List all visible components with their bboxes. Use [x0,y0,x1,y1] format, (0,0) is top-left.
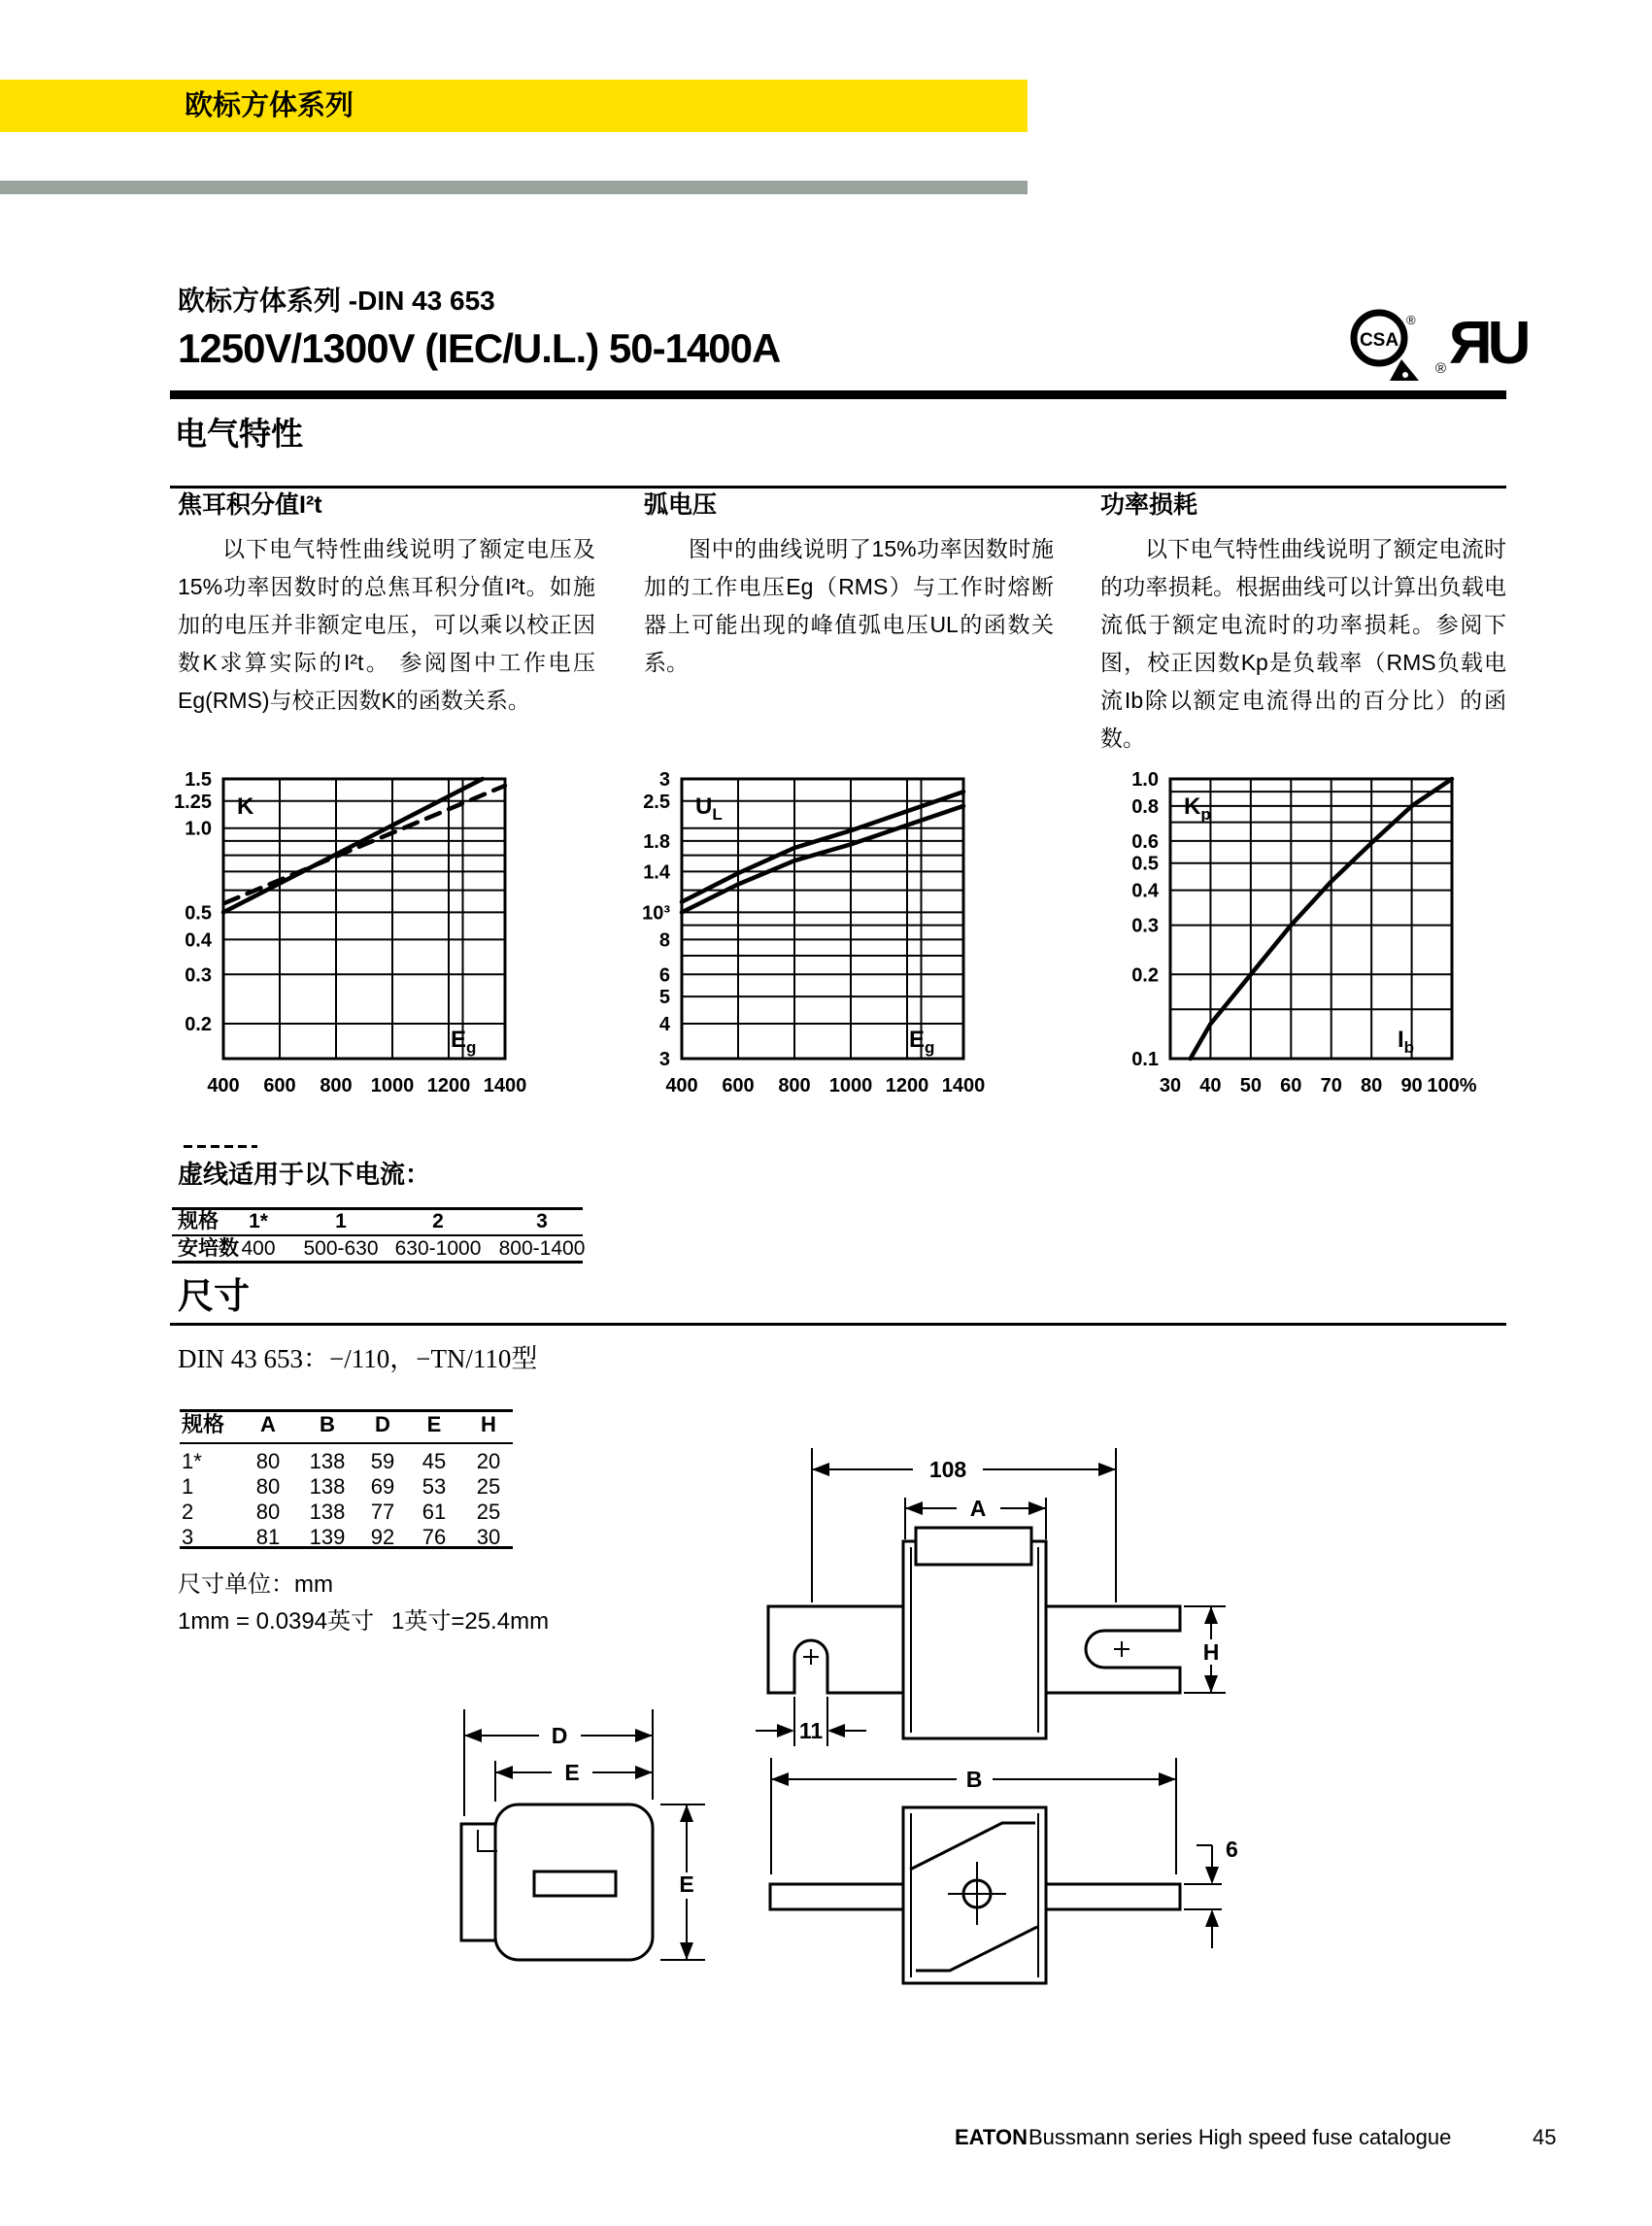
x-tick-label: 60 [1280,1075,1302,1096]
x-axis-label: $I_b$ [1398,1027,1415,1057]
y-tick-label: 0.5 [185,902,212,925]
dim-label-e-top: E [564,1760,580,1785]
top-view-drawing [770,1758,1238,1983]
end-view-drawing [461,1709,705,1960]
series-subtitle: 欧标方体系列 -DIN 43 653 [178,286,495,316]
front-view-drawing [756,1448,1226,1746]
dim-table-header: D [375,1412,390,1436]
ul-logo [1435,299,1533,383]
dim-table-cell: 20 [476,1449,501,1473]
amp-table-rule-bottom [172,1261,583,1264]
dim-table-cell: 45 [421,1449,447,1473]
dashed-line-sample [184,1145,257,1148]
left-blade-top [770,1884,903,1909]
x-tick-label: 1400 [483,1075,527,1096]
slot-center-mark [803,1649,819,1665]
dim-table-header: 规格 [182,1412,225,1436]
amp-row1-label: 规格 [178,1210,219,1232]
amp-table-rule-top [172,1207,583,1210]
amp-value: 630-1000 [394,1237,482,1260]
column-power-loss [1100,486,1506,758]
dim-table-cell: 76 [421,1525,447,1549]
y-axis-label: K [237,793,254,820]
csa-logo [1350,307,1430,387]
slot-center-mark [1114,1641,1129,1657]
amp-value: 800-1400 [498,1237,586,1260]
gray-divider-band [0,181,1028,194]
dim-table-cell: 61 [421,1500,447,1524]
y-tick-label: 0.1 [1131,1049,1159,1070]
csa-text: CSA [1359,330,1399,351]
y-tick-label: 1.5 [185,769,212,791]
yellow-series-band [0,80,1028,132]
y-tick-label: 1.25 [174,791,212,813]
fuse-body-end [495,1804,653,1960]
y-tick-label: 0.5 [1131,853,1159,875]
title-rule [170,390,1506,399]
x-tick-label: 400 [207,1075,240,1096]
plot-frame [1170,779,1452,1059]
dim-table-cell: 3 [182,1525,194,1549]
x-tick-label: 400 [665,1075,698,1096]
y-tick-label: 0.2 [1131,964,1159,987]
y-tick-label: 0.4 [185,929,212,952]
dim-table-header: E [426,1412,442,1436]
dim-table-header: A [260,1412,276,1436]
page-title: 1250V/1300V (IEC/U.L.) 50-1400A [178,325,781,371]
amp-table-rule-mid [172,1234,583,1236]
right-blade [1046,1606,1180,1693]
y-tick-label: 2.5 [643,791,670,813]
y-tick-label: 0.8 [1131,795,1159,818]
dim-table-cell: 138 [309,1500,346,1524]
din-type-line: DIN 43 653：−/110，−TN/110型 [178,1344,538,1373]
dim-table-cell: 2 [182,1500,194,1524]
y-tick-label: 1.8 [643,830,670,853]
fuse-cap [916,1528,1031,1565]
x-tick-label: 80 [1361,1075,1383,1096]
dim-table-cell: 1* [182,1449,202,1473]
dashed-note-label: 虚线适用于以下电流： [178,1160,431,1189]
chart-power-loss-kp [1083,765,1500,1105]
dim-table-cell: 92 [370,1525,395,1549]
y-axis-label: $K_p$ [1184,793,1211,824]
dimensions-rule [170,1323,1506,1326]
x-tick-label: 1000 [828,1075,873,1096]
column-heading: 弧电压 [644,491,718,519]
y-tick-label: 5 [658,987,670,1009]
y-tick-label: 0.3 [1131,915,1159,937]
chart-k-correction [136,765,554,1105]
registered-icon: ® [1435,360,1447,377]
amp-size: 1* [249,1210,268,1232]
x-tick-label: 800 [320,1075,353,1096]
column-heading: 功率损耗 [1100,491,1198,519]
x-tick-label: 50 [1239,1075,1262,1096]
conversion-note-inch: 1英寸=25.4mm [391,1608,550,1635]
y-tick-label: 8 [658,929,670,952]
dim-table-cell: 25 [476,1474,501,1499]
x-tick-label: 1000 [370,1075,415,1096]
amp-value: 400 [241,1237,276,1260]
y-axis-label: $U_L$ [695,793,723,824]
x-axis-label: $E_g$ [909,1027,935,1057]
footer-brand: EATON [955,2125,1028,2149]
dim-table-cell: 138 [309,1474,346,1499]
fuse-body-front [903,1541,1046,1738]
dim-table-cell: 80 [255,1500,281,1524]
y-tick-label: 1.0 [185,818,212,840]
dim-label-108: 108 [928,1457,967,1482]
y-tick-label: 3 [658,1049,670,1070]
x-tick-label: 70 [1320,1075,1342,1096]
registered-icon: ® [1406,313,1416,327]
chart-arc-voltage [594,765,1012,1105]
dim-table-cell: 80 [255,1449,281,1473]
dim-table-cell: 80 [255,1474,281,1499]
section-title-dimensions: 尺寸 [178,1276,250,1316]
x-tick-label: 600 [263,1075,296,1096]
data-series [1191,779,1452,1059]
amp-value: 500-630 [303,1237,379,1260]
dim-table-cell: 25 [476,1500,501,1524]
y-tick-label: 1.4 [643,861,670,884]
y-tick-label: 6 [658,964,670,987]
dim-label-6: 6 [1226,1837,1238,1862]
x-tick-label: 1400 [941,1075,986,1096]
x-tick-label: 100% [1427,1075,1477,1096]
end-view-tab [461,1824,497,1940]
y-tick-label: 10³ [642,902,670,925]
band-title: 欧标方体系列 [185,90,354,121]
conversion-note-mm: 1mm = 0.0394英寸 [178,1608,375,1635]
y-tick-label: 0.2 [185,1014,212,1036]
column-body: 以下电气特性曲线说明了额定电压及15%功率因数时的总焦耳积分值I²t。如施加的电压并非额定电压，可以乘以校正因数K求算实际的I²t。 参阅图中工作电压Eg(RMS)与校正因数K的函数关系。 [178,536,595,713]
y-tick-label: 3 [658,769,670,791]
dim-table-cell: 59 [370,1449,395,1473]
amp-size: 1 [335,1210,347,1232]
dim-table-cell: 81 [255,1525,281,1549]
x-tick-label: 600 [722,1075,755,1096]
footer-page-number: 45 [1533,2125,1557,2149]
dim-table-header: B [320,1412,335,1436]
column-i2t [178,486,595,720]
x-axis-label: $E_g$ [451,1027,477,1057]
unit-note: 尺寸单位：mm [178,1571,333,1598]
y-tick-label: 4 [658,1014,670,1036]
dim-table-cell: 138 [309,1449,346,1473]
dim-label-h: H [1202,1639,1220,1665]
dim-label-d: D [551,1723,568,1748]
column-body: 以下电气特性曲线说明了额定电流时的功率损耗。根据曲线可以计算出负载电流低于额定电流时的功率损耗。参阅下图，校正因数Kp是负载率（RMS负载电流Ib除以额定电流得出的百分比）的函数。 [1100,536,1506,751]
dim-table-cell: 69 [370,1474,395,1499]
dim-label-a: A [969,1496,987,1521]
right-blade-top [1046,1884,1180,1909]
footer-title: Bussmann series High speed fuse catalogue [1028,2125,1452,2149]
y-tick-label: 0.4 [1131,880,1159,902]
column-body: 图中的曲线说明了15%功率因数时施加的工作电压Eg（RMS）与工作时熔断器上可能出现的峰值弧电压UL的函数关系。 [644,536,1054,675]
data-series [223,779,483,912]
y-tick-label: 0.3 [185,964,212,987]
x-tick-label: 30 [1159,1075,1182,1096]
dim-table-cell: 139 [309,1525,346,1549]
dim-label-11: 11 [798,1718,824,1743]
amp-size: 3 [536,1210,548,1232]
x-tick-label: 90 [1400,1075,1423,1096]
ul-text: ЯU [1449,310,1527,377]
dim-table-cell: 1 [182,1474,194,1499]
technical-drawings [0,1360,1515,2098]
x-tick-label: 1200 [426,1075,471,1096]
dim-table-cell: 77 [370,1500,395,1524]
amp-row2-label: 安培数 [178,1237,239,1260]
dim-label-b: B [965,1767,983,1792]
y-tick-label: 1.0 [1131,769,1159,791]
left-blade [768,1606,903,1693]
column-heading: 焦耳积分值I²t [178,491,322,519]
x-tick-label: 40 [1199,1075,1222,1096]
dim-table-cell: 53 [421,1474,447,1499]
column-arc-voltage [644,486,1054,682]
dim-label-e-side: E [679,1872,694,1897]
dim-table-header: H [481,1412,496,1436]
dim-table-cell: 30 [476,1525,501,1549]
section-title-electrical: 电气特性 [175,416,303,452]
x-tick-label: 1200 [885,1075,929,1096]
x-tick-label: 800 [778,1075,811,1096]
y-tick-label: 0.6 [1131,830,1159,853]
amp-size: 2 [432,1210,444,1232]
